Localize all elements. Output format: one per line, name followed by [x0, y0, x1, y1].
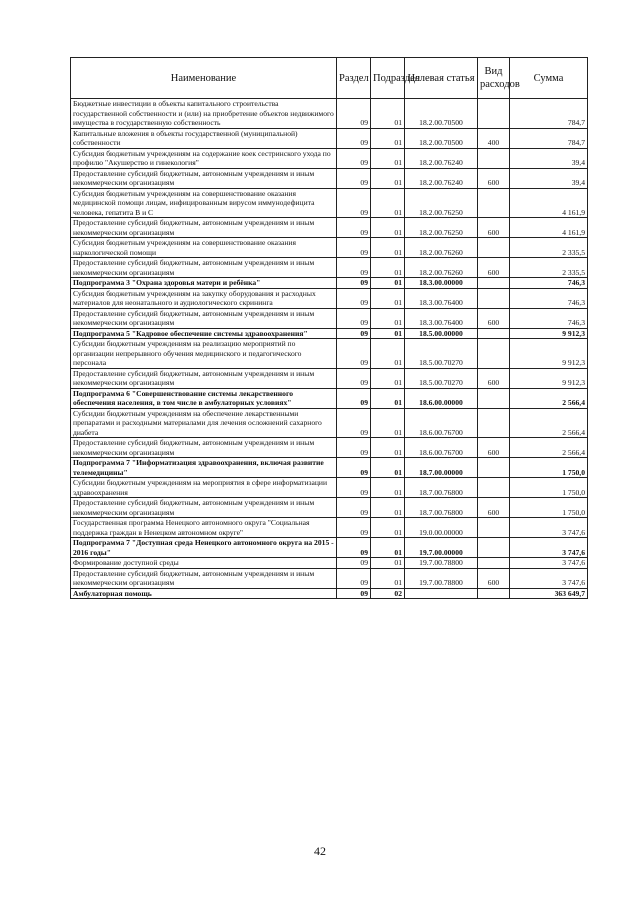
- cell-section: 09: [337, 278, 371, 289]
- cell-section: 09: [337, 99, 371, 129]
- cell-name: Государственная программа Ненецкого автономного округа "Социальная поддержка граждан в Ненецком автономном округе": [71, 518, 337, 538]
- cell-target: 18.7.00.76800: [405, 498, 478, 518]
- table-row: [71, 258, 588, 278]
- cell-kind: [478, 148, 510, 168]
- cell-target: 18.2.00.76240: [405, 148, 478, 168]
- cell-sum: 9 912,3: [510, 328, 588, 339]
- cell-sum: 2 566,4: [510, 388, 588, 408]
- cell-sum: 2 335,5: [510, 238, 588, 258]
- cell-kind: [478, 339, 510, 369]
- cell-name: Подпрограмма 3 "Охрана здоровья матери и ребёнка": [71, 278, 337, 289]
- cell-name: Субсидии бюджетным учреждениям на обеспечение лекарственными препаратами и расходными материалами для лечения осложнений сахарного диабета: [71, 408, 337, 438]
- table-row: [71, 388, 588, 408]
- cell-section: 09: [337, 128, 371, 148]
- cell-section: 09: [337, 328, 371, 339]
- cell-target: [405, 588, 478, 599]
- cell-name: Предоставление субсидий бюджетным, автономным учреждениям и иным некоммерческим организациям: [71, 308, 337, 328]
- cell-subsection: 01: [371, 308, 405, 328]
- cell-subsection: 01: [371, 568, 405, 588]
- cell-kind: 400: [478, 128, 510, 148]
- cell-kind: [478, 288, 510, 308]
- header-name: Наименование: [71, 58, 337, 99]
- cell-section: 09: [337, 308, 371, 328]
- cell-name: Амбулаторная помощь: [71, 588, 337, 599]
- cell-subsection: 01: [371, 388, 405, 408]
- cell-subsection: 01: [371, 458, 405, 478]
- cell-sum: 2 566,4: [510, 408, 588, 438]
- cell-target: 18.5.00.70270: [405, 339, 478, 369]
- cell-sum: 784,7: [510, 128, 588, 148]
- cell-target: 18.2.00.70500: [405, 128, 478, 148]
- cell-section: 09: [337, 148, 371, 168]
- cell-name: Субсидия бюджетным учреждениям на содержание коек сестринского ухода по профилю "Акушерство и гинекология": [71, 148, 337, 168]
- cell-kind: [478, 99, 510, 129]
- cell-kind: [478, 408, 510, 438]
- table-row: [71, 368, 588, 388]
- cell-target: 18.3.00.76400: [405, 308, 478, 328]
- cell-section: 09: [337, 288, 371, 308]
- cell-name: Подпрограмма 5 "Кадровое обеспечение системы здравоохранения": [71, 328, 337, 339]
- table-row: [71, 238, 588, 258]
- table-row: [71, 218, 588, 238]
- cell-name: Предоставление субсидий бюджетным, автономным учреждениям и иным некоммерческим организациям: [71, 498, 337, 518]
- cell-name: Формирование доступной среды: [71, 558, 337, 569]
- cell-section: 09: [337, 568, 371, 588]
- cell-kind: [478, 458, 510, 478]
- cell-kind: 600: [478, 498, 510, 518]
- cell-subsection: 01: [371, 408, 405, 438]
- cell-subsection: 01: [371, 438, 405, 458]
- cell-sum: 3 747,6: [510, 538, 588, 558]
- cell-target: 19.0.00.00000: [405, 518, 478, 538]
- cell-target: 18.7.00.00000: [405, 458, 478, 478]
- cell-section: 09: [337, 218, 371, 238]
- cell-section: 09: [337, 498, 371, 518]
- cell-section: 09: [337, 588, 371, 599]
- table-row: [71, 168, 588, 188]
- cell-kind: [478, 518, 510, 538]
- table-row: [71, 128, 588, 148]
- cell-sum: 3 747,6: [510, 568, 588, 588]
- cell-subsection: 01: [371, 99, 405, 129]
- cell-sum: 9 912,3: [510, 339, 588, 369]
- cell-target: 18.5.00.00000: [405, 328, 478, 339]
- cell-name: Предоставление субсидий бюджетным, автономным учреждениям и иным некоммерческим организациям: [71, 168, 337, 188]
- budget-table: [70, 57, 588, 599]
- table-row: [71, 188, 588, 218]
- cell-section: 09: [337, 438, 371, 458]
- cell-target: 18.2.00.76250: [405, 218, 478, 238]
- cell-subsection: 01: [371, 339, 405, 369]
- table-row: [71, 458, 588, 478]
- header-target: Целевая статья: [405, 58, 478, 99]
- cell-kind: 600: [478, 168, 510, 188]
- cell-section: 09: [337, 258, 371, 278]
- header-sum: Сумма: [510, 58, 588, 99]
- table-row: [71, 148, 588, 168]
- cell-subsection: 01: [371, 188, 405, 218]
- header-subsection: Подраздел: [371, 58, 405, 99]
- cell-subsection: 02: [371, 588, 405, 599]
- cell-sum: 363 649,7: [510, 588, 588, 599]
- cell-subsection: 01: [371, 518, 405, 538]
- cell-section: 09: [337, 408, 371, 438]
- cell-kind: 600: [478, 368, 510, 388]
- cell-name: Субсидия бюджетным учреждениям на совершенствование оказания медицинской помощи лицам, инфицированным вирусом иммунодефицита человека, гепатита В и С: [71, 188, 337, 218]
- cell-sum: 3 747,6: [510, 558, 588, 569]
- cell-subsection: 01: [371, 538, 405, 558]
- cell-name: Подпрограмма 7 "Доступная среда Ненецкого автономного округа на 2015 - 2016 годы": [71, 538, 337, 558]
- cell-sum: 2 566,4: [510, 438, 588, 458]
- table-row: [71, 538, 588, 558]
- cell-target: 19.7.00.78800: [405, 558, 478, 569]
- cell-section: 09: [337, 168, 371, 188]
- table-header-row: [71, 58, 588, 99]
- cell-name: Предоставление субсидий бюджетным, автономным учреждениям и иным некоммерческим организациям: [71, 218, 337, 238]
- table-row: [71, 288, 588, 308]
- cell-name: Субсидии бюджетным учреждениям на реализацию мероприятий по организации непрерывного обучения медицинского и педагогического персонала: [71, 339, 337, 369]
- cell-name: Капитальные вложения в объекты государственной (муниципальной) собственности: [71, 128, 337, 148]
- cell-section: 09: [337, 558, 371, 569]
- table-row: [71, 339, 588, 369]
- cell-section: 09: [337, 339, 371, 369]
- cell-kind: [478, 238, 510, 258]
- cell-sum: 1 750,0: [510, 458, 588, 478]
- table-row: [71, 99, 588, 129]
- cell-target: 18.2.00.76260: [405, 258, 478, 278]
- cell-sum: 2 335,5: [510, 258, 588, 278]
- table-body: [71, 99, 588, 599]
- cell-name: Предоставление субсидий бюджетным, автономным учреждениям и иным некоммерческим организациям: [71, 258, 337, 278]
- table-row: [71, 568, 588, 588]
- cell-section: 09: [337, 458, 371, 478]
- cell-name: Предоставление субсидий бюджетным, автономным учреждениям и иным некоммерческим организациям: [71, 368, 337, 388]
- cell-sum: 746,3: [510, 288, 588, 308]
- table-row: [71, 518, 588, 538]
- cell-section: 09: [337, 368, 371, 388]
- cell-kind: 600: [478, 308, 510, 328]
- table-row: [71, 498, 588, 518]
- page-number: 42: [314, 844, 326, 858]
- table-row: [71, 478, 588, 498]
- cell-subsection: 01: [371, 498, 405, 518]
- cell-kind: [478, 588, 510, 599]
- cell-subsection: 01: [371, 238, 405, 258]
- cell-sum: 39,4: [510, 168, 588, 188]
- cell-target: 18.6.00.00000: [405, 388, 478, 408]
- table-row: [71, 588, 588, 599]
- cell-target: 18.2.00.76260: [405, 238, 478, 258]
- cell-sum: 1 750,0: [510, 498, 588, 518]
- cell-name: Подпрограмма 7 "Информатизация здравоохранения, включая развитие телемедицины": [71, 458, 337, 478]
- cell-kind: [478, 188, 510, 218]
- cell-section: 09: [337, 188, 371, 218]
- cell-sum: 3 747,6: [510, 518, 588, 538]
- cell-subsection: 01: [371, 128, 405, 148]
- cell-section: 09: [337, 538, 371, 558]
- cell-subsection: 01: [371, 328, 405, 339]
- cell-kind: 600: [478, 258, 510, 278]
- cell-section: 09: [337, 388, 371, 408]
- cell-subsection: 01: [371, 258, 405, 278]
- cell-target: 18.3.00.00000: [405, 278, 478, 289]
- cell-target: 18.6.00.76700: [405, 408, 478, 438]
- cell-name: Субсидия бюджетным учреждениям на совершенствование оказания наркологической помощи: [71, 238, 337, 258]
- cell-name: Предоставление субсидий бюджетным, автономным учреждениям и иным некоммерческим организациям: [71, 568, 337, 588]
- cell-kind: [478, 478, 510, 498]
- cell-subsection: 01: [371, 288, 405, 308]
- cell-target: 18.7.00.76800: [405, 478, 478, 498]
- cell-subsection: 01: [371, 168, 405, 188]
- table-row: [71, 558, 588, 569]
- cell-sum: 746,3: [510, 278, 588, 289]
- cell-section: 09: [337, 238, 371, 258]
- cell-subsection: 01: [371, 218, 405, 238]
- cell-kind: [478, 328, 510, 339]
- cell-name: Бюджетные инвестиции в объекты капитального строительства государственной собственности и (или) на приобретение объектов недвижимого имущества в государственную собственность: [71, 99, 337, 129]
- cell-kind: 600: [478, 218, 510, 238]
- header-kind: Вид расходов: [478, 58, 510, 99]
- cell-name: Субсидии бюджетным учреждениям на мероприятия в сфере информатизации здравоохранения: [71, 478, 337, 498]
- cell-kind: [478, 538, 510, 558]
- table-row: [71, 408, 588, 438]
- cell-target: 19.7.00.78800: [405, 568, 478, 588]
- cell-target: 18.2.00.70500: [405, 99, 478, 129]
- cell-target: 18.6.00.76700: [405, 438, 478, 458]
- cell-name: Субсидия бюджетным учреждениям на закупку оборудования и расходных материалов для неонатального и аудиологического скрининга: [71, 288, 337, 308]
- cell-target: 18.5.00.70270: [405, 368, 478, 388]
- cell-sum: 746,3: [510, 308, 588, 328]
- cell-kind: [478, 558, 510, 569]
- cell-sum: 4 161,9: [510, 218, 588, 238]
- cell-sum: 784,7: [510, 99, 588, 129]
- cell-name: Подпрограмма 6 "Совершенствование системы лекарственного обеспечения населения, в том числе в амбулаторных условиях": [71, 388, 337, 408]
- cell-subsection: 01: [371, 558, 405, 569]
- cell-kind: [478, 278, 510, 289]
- cell-kind: 600: [478, 438, 510, 458]
- cell-target: 18.3.00.76400: [405, 288, 478, 308]
- cell-sum: 9 912,3: [510, 368, 588, 388]
- cell-sum: 4 161,9: [510, 188, 588, 218]
- cell-section: 09: [337, 478, 371, 498]
- cell-subsection: 01: [371, 478, 405, 498]
- table-row: [71, 278, 588, 289]
- header-section: Раздел: [337, 58, 371, 99]
- cell-target: 19.7.00.00000: [405, 538, 478, 558]
- cell-target: 18.2.00.76240: [405, 168, 478, 188]
- cell-target: 18.2.00.76250: [405, 188, 478, 218]
- cell-section: 09: [337, 518, 371, 538]
- cell-name: Предоставление субсидий бюджетным, автономным учреждениям и иным некоммерческим организациям: [71, 438, 337, 458]
- cell-kind: 600: [478, 568, 510, 588]
- table-row: [71, 328, 588, 339]
- table-row: [71, 308, 588, 328]
- cell-sum: 1 750,0: [510, 478, 588, 498]
- cell-sum: 39,4: [510, 148, 588, 168]
- cell-subsection: 01: [371, 278, 405, 289]
- cell-subsection: 01: [371, 148, 405, 168]
- cell-kind: [478, 388, 510, 408]
- table-row: [71, 438, 588, 458]
- cell-subsection: 01: [371, 368, 405, 388]
